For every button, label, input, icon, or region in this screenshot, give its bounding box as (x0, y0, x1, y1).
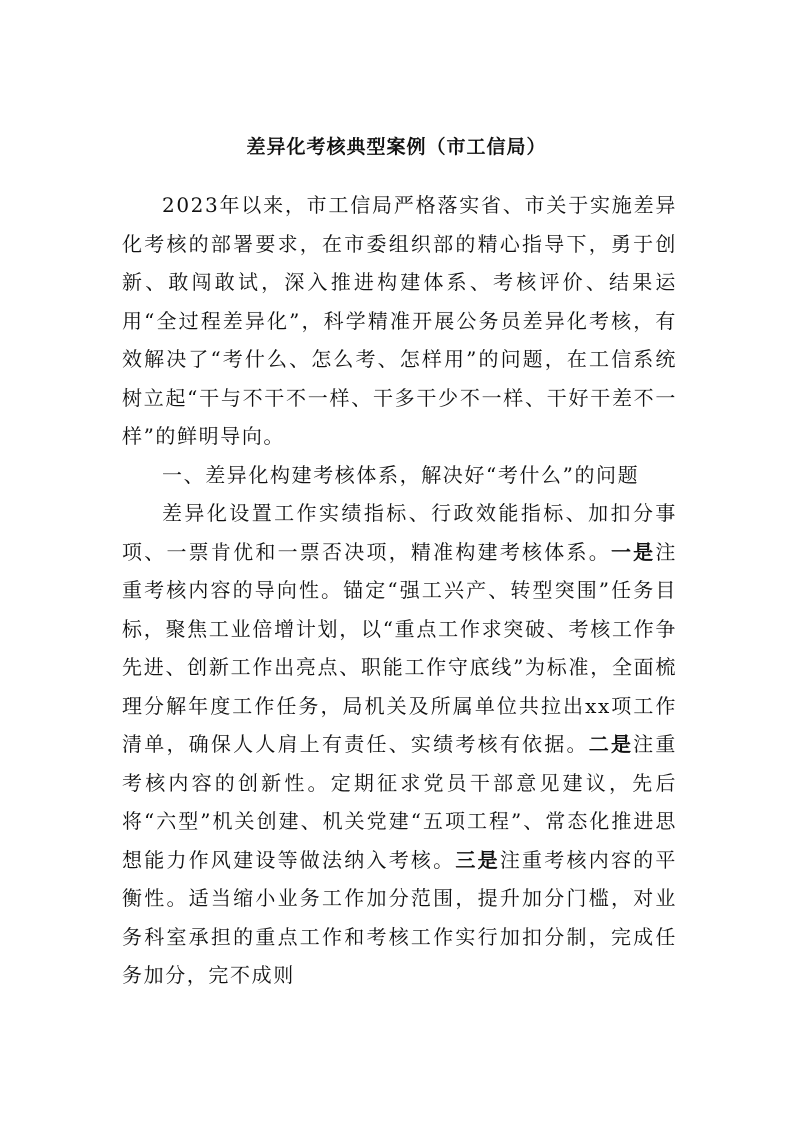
point-text: 注重考核内容的创新性。定期征求党员干部意见建议，先后将“六型”机关创建、机关党建“五项工程”、常态化推进思想能力作风建设等做法纳入考核。 (122, 732, 677, 872)
point-label: 一是 (610, 539, 656, 564)
point-text: 注重考核内容的平衡性。适当缩小业务工作加分范围，提升加分门槛，对业务科室承担的重点工作和考核工作实行加扣分制，完成任务加分，完不成则 (122, 847, 677, 987)
section-paragraph (122, 494, 677, 995)
point-label: 三是 (455, 847, 500, 872)
point-text: 注重考核内容的导向性。锚定“强工兴产、转型突围”任务目标，聚焦工业倍增计划，以“重点工作求突破、考核工作争先进、创新工作出亮点、职能工作守底线”为标准，全面梳理分解年度工作任务，局机关及所属单位共拉出xx项工作清单，确保人人肩上有责任、实绩考核有依据。 (122, 539, 677, 756)
section-lead-text: 差异化设置工作实绩指标、行政效能指标、加扣分事项、一票肯优和一票否决项，精准构建考核体系。 (122, 501, 677, 564)
document-title: 差异化考核典型案例（市工信局） (246, 136, 547, 158)
point-label: 二是 (588, 732, 634, 756)
intro-paragraph: 2023年以来，市工信局严格落实省、市关于实施差异化考核的部署要求，在市委组织部的精心指导下，勇于创新、敢闯敢试，深入推进构建体系、考核评价、结果运用“全过程差异化”，科学精准开展公务员差异化考核，有效解决了“考什么、怎么考、怎样用”的问题，在工信系统树立起“干与不干不一样、干多干少不一样、干好干差不一样”的鲜明导向。 (122, 193, 677, 448)
document-body (122, 186, 677, 995)
section-heading: 一、差异化构建考核体系，解决好“考什么”的问题 (162, 462, 640, 487)
